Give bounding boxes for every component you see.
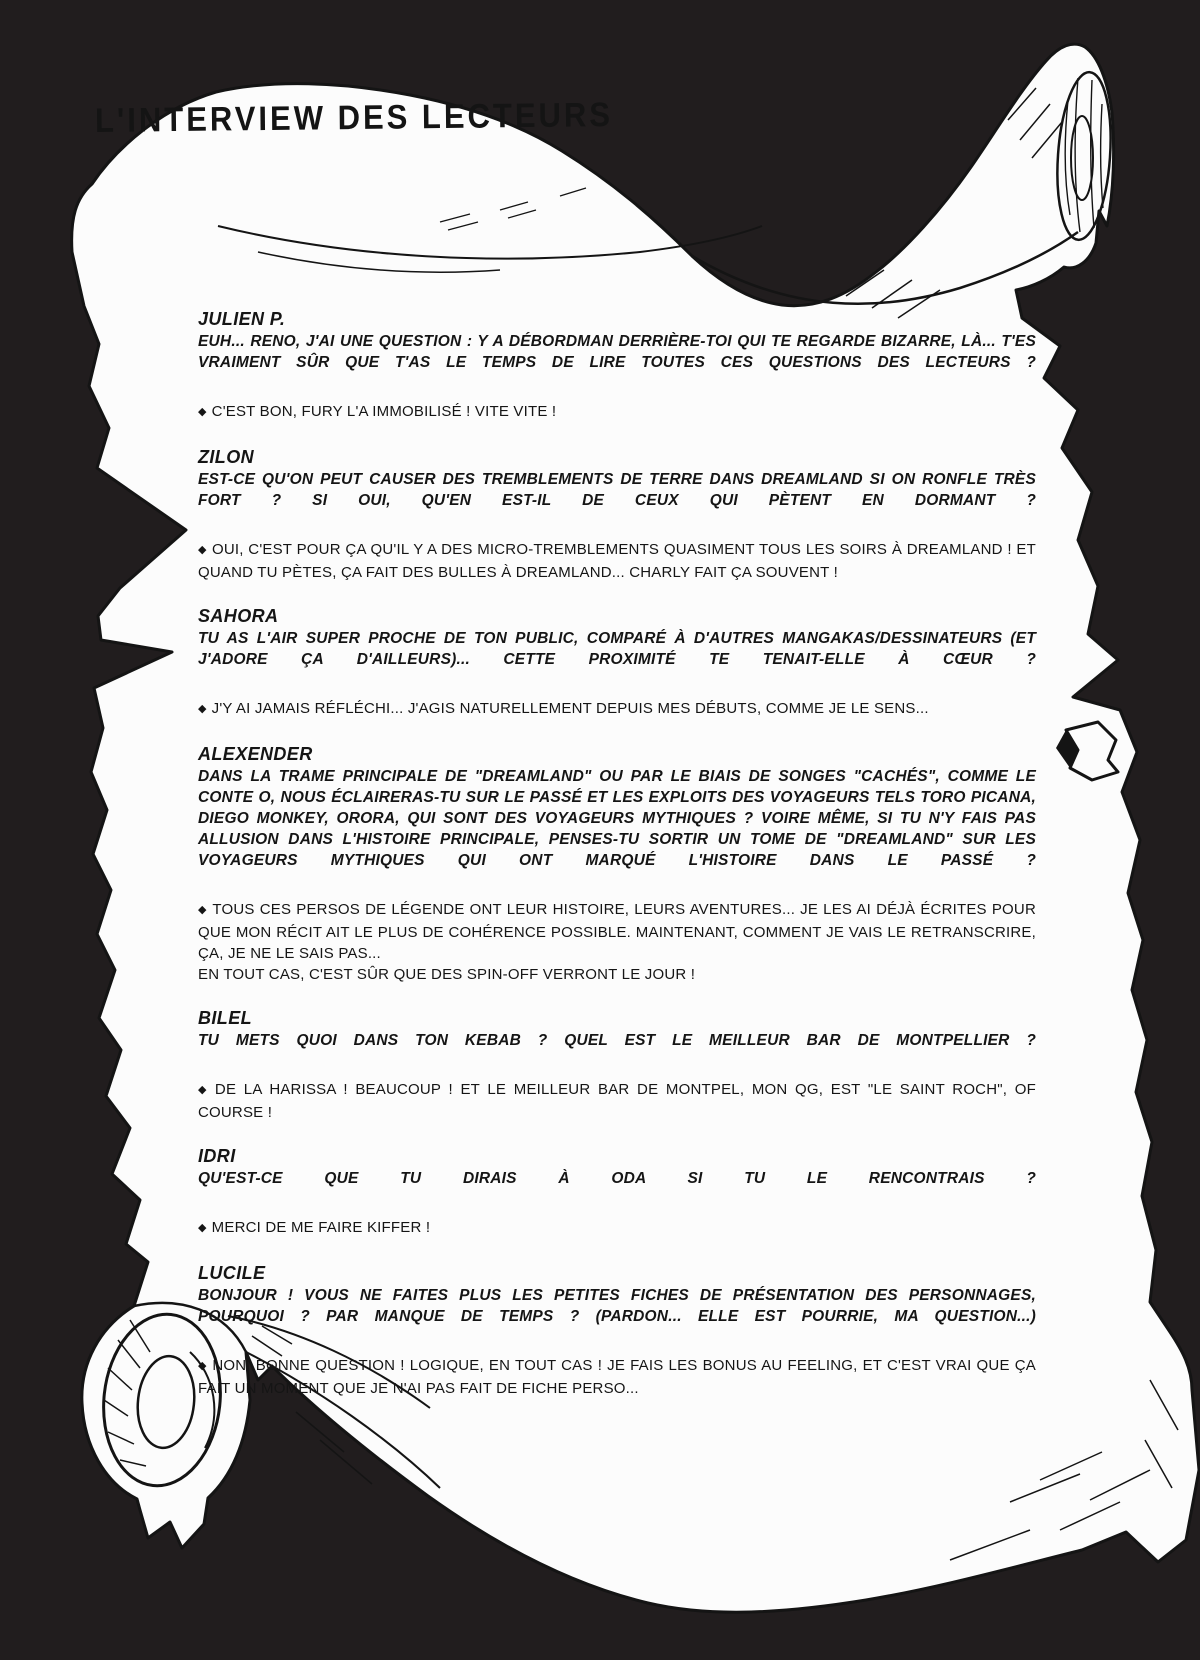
answer-block [198,1079,1036,1123]
answer-text [198,698,1036,721]
reader-name: BILEL [198,1008,252,1028]
diamond-bullet: ◆ [198,1360,208,1372]
answer-line-text: TOUS CES PERSOS DE LÉGENDE ONT LEUR HISTOIRE, LEURS AVENTURES... JE LES AI DÉJÀ ÉCRITES POUR QUE MON RÉCIT AIT LE PLUS DE COHÉRENCE POSSIBLE. MAINTENANT, COMMENT JE VAIS LE RETRANSCRIRE, ÇA, JE NE LE SAIS PAS... [198,901,1036,962]
answer-line-text: MERCI DE ME FAIRE KIFFER ! [211,1219,431,1236]
qa-section [198,605,1036,721]
answer-line-text: C'EST BON, FURY L'A IMMOBILISÉ ! VITE VITE ! [211,403,557,420]
diamond-bullet: ◆ [198,406,207,418]
answer-block [198,1217,1036,1240]
answer-text [198,899,1036,964]
answer-line-text: J'Y AI JAMAIS RÉFLÉCHI... J'AGIS NATURELLEMENT DEPUIS MES DÉBUTS, COMME JE LE SENS... [211,700,929,717]
question-text: QU'EST-CE QUE TU DIRAIS À ODA SI TU LE RENCONTRAIS ? [198,1170,1036,1187]
answer-text [198,1355,1036,1399]
qa-section [198,1262,1036,1399]
question-text: EUH... RENO, J'AI UNE QUESTION : Y A DÉBORDMAN DERRIÈRE-TOI QUI TE REGARDE BIZARRE, LÀ... T'ES VRAIMENT SÛR QUE T'AS LE TEMPS DE LIRE TOUTES CES QUESTIONS DES LECTEURS ? [198,333,1036,371]
qa-section [198,1007,1036,1123]
answer-text [198,1217,1036,1240]
answer-line-text: OUI, C'EST POUR ÇA QU'IL Y A DES MICRO-TREMBLEMENTS QUASIMENT TOUS LES SOIRS À DREAMLAND ! ET QUAND TU PÈTES, ÇA FAIT DES BULLES À DREAMLAND... CHARLY FAIT ÇA SOUVENT ! [198,541,1036,581]
question-text: DANS LA TRAME PRINCIPALE DE "DREAMLAND" OU PAR LE BIAIS DE SONGES "CACHÉS", COMME LE CONTE O, NOUS ÉCLAIRERAS-TU SUR LE PASSÉ ET LES EXPLOITS DES VOYAGEURS TELS TORO PICANA, DIEGO MONKEY, ORORA, QUI SONT DES VOYAGEURS MYTHIQUES ? VOIRE MÊME, SI TU N'Y FAIS PAS ALLUSION DANS L'HISTOIRE PRINCIPALE, PENSES-TU SORTIR UN TOME DE "DREAMLAND" SUR LES VOYAGEURS MYTHIQUES QUI ONT MARQUÉ L'HISTOIRE DANS LE PASSÉ ? [198,768,1036,869]
diamond-bullet: ◆ [198,1222,207,1234]
answer-line-text: DE LA HARISSA ! BEAUCOUP ! ET LE MEILLEUR BAR DE MONTPEL, MON QG, EST "LE SAINT ROCH", OF COURSE ! [198,1081,1036,1121]
diamond-bullet: ◆ [198,703,207,715]
reader-name: ALEXENDER [198,744,313,764]
page-title: L'INTERVIEW DES LECTEURS [94,95,614,140]
answer-block [198,1355,1036,1399]
qa-section [198,743,1036,985]
reader-name: ZILON [198,447,254,467]
answer-block [198,401,1036,424]
qa-section [198,308,1036,424]
qa-section [198,446,1036,583]
diamond-bullet: ◆ [198,1084,210,1096]
diamond-bullet: ◆ [198,544,207,556]
reader-name: LUCILE [198,1263,266,1283]
answer-text [198,964,1036,985]
answer-text [198,1079,1036,1123]
answer-block [198,698,1036,721]
answer-block [198,539,1036,583]
qa-section [198,1145,1036,1240]
question-text: TU AS L'AIR SUPER PROCHE DE TON PUBLIC, COMPARÉ À D'AUTRES MANGAKAS/DESSINATEURS (ET J'ADORE ÇA D'AILLEURS)... CETTE PROXIMITÉ TE TENAIT-ELLE À CŒUR ? [198,630,1036,668]
reader-name: IDRI [198,1146,236,1166]
answer-text [198,401,1036,424]
answer-text [198,539,1036,583]
qa-list [198,308,1036,1421]
question-text: EST-CE QU'ON PEUT CAUSER DES TREMBLEMENTS DE TERRE DANS DREAMLAND SI ON RONFLE TRÈS FORT ? SI OUI, QU'EN EST-IL DE CEUX QUI PÈTENT EN DORMANT ? [198,471,1036,509]
question-text: BONJOUR ! VOUS NE FAITES PLUS LES PETITES FICHES DE PRÉSENTATION DES PERSONNAGES, POURQUOI ? PAR MANQUE DE TEMPS ? (PARDON... ELLE EST POURRIE, MA QUESTION...) [198,1287,1036,1325]
answer-block [198,899,1036,985]
answer-line-text: EN TOUT CAS, C'EST SÛR QUE DES SPIN-OFF VERRONT LE JOUR ! [198,966,696,983]
reader-name: SAHORA [198,606,279,626]
answer-line-text: NON, BONNE QUESTION ! LOGIQUE, EN TOUT CAS ! JE FAIS LES BONUS AU FEELING, ET C'EST VRAI QUE ÇA FAIT UN MOMENT QUE JE N'AI PAS FAIT DE FICHE PERSO... [198,1357,1036,1397]
question-text: TU METS QUOI DANS TON KEBAB ? QUEL EST LE MEILLEUR BAR DE MONTPELLIER ? [198,1032,1036,1049]
reader-name: JULIEN P. [198,309,286,329]
diamond-bullet: ◆ [198,904,208,916]
